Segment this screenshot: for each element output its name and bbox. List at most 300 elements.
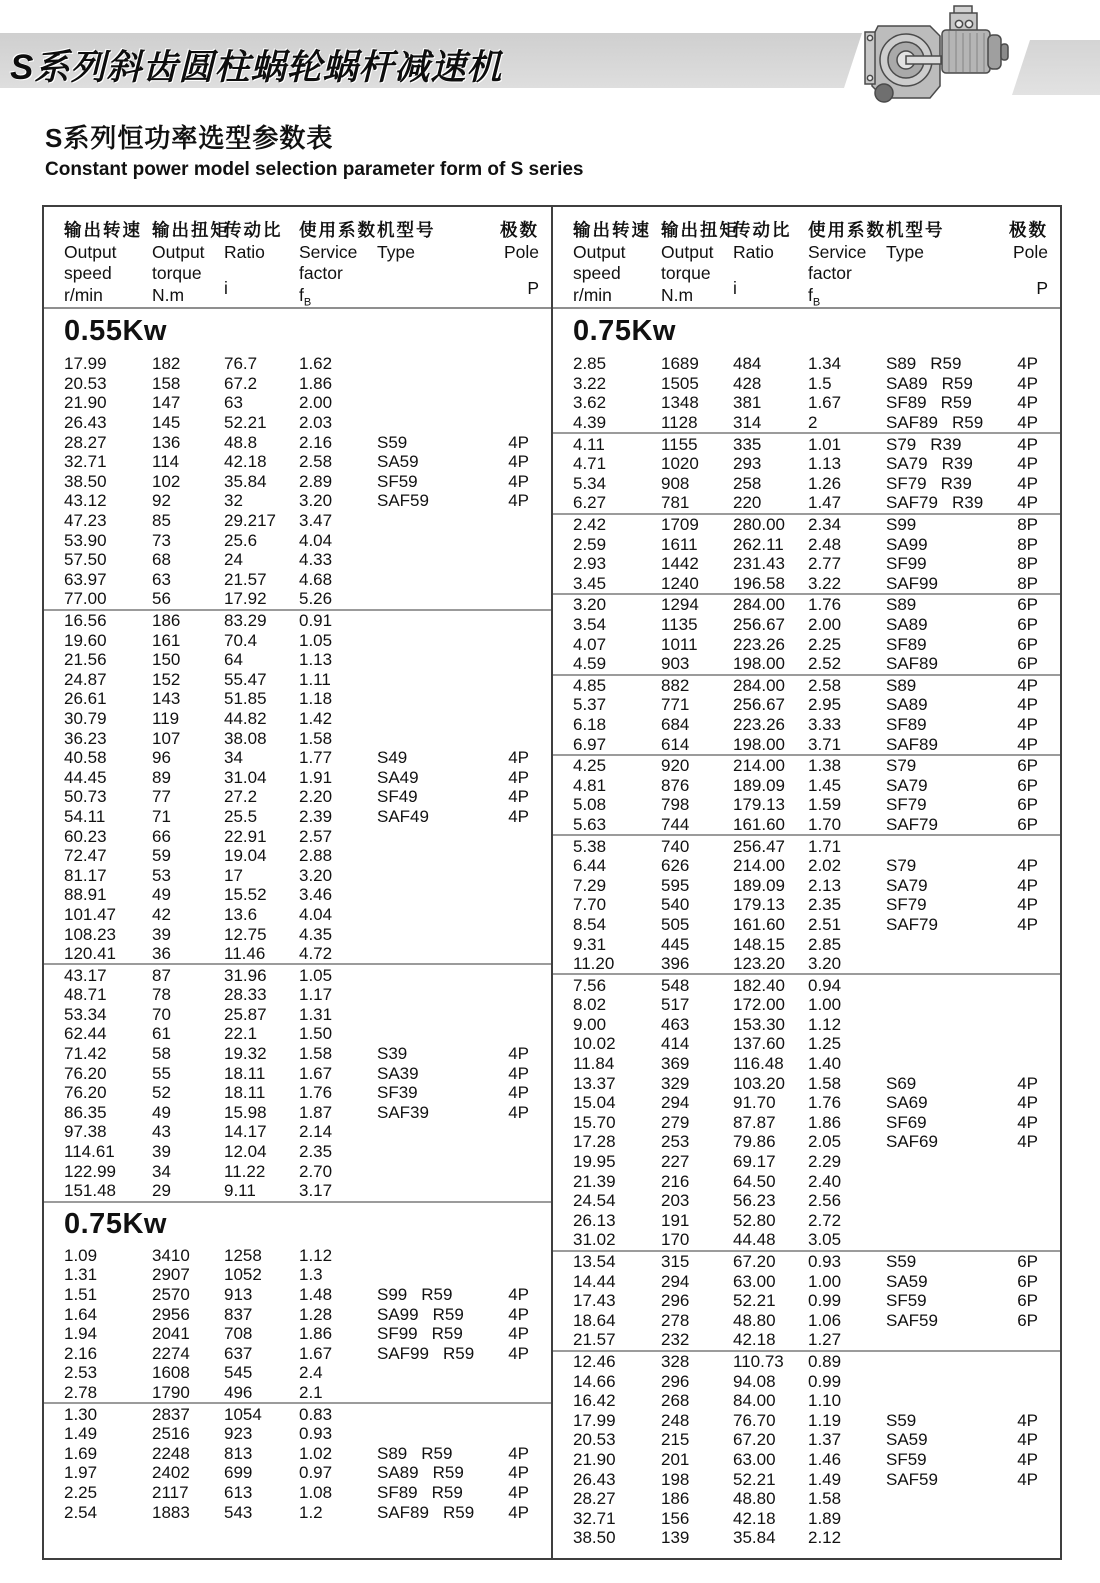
cell-torque: 296 <box>661 1371 690 1391</box>
cell-type <box>886 1292 1006 1309</box>
cell-factor: 2.72 <box>808 1210 842 1230</box>
cell-ratio: 813 <box>224 1443 253 1463</box>
table-row <box>553 915 1060 935</box>
cell-ratio: 12.04 <box>224 1142 267 1162</box>
cell-type <box>886 355 1006 372</box>
table-row <box>553 715 1060 735</box>
cell-type <box>886 475 1006 492</box>
cell-type <box>886 375 1006 392</box>
cell-ratio: 153.30 <box>733 1014 785 1034</box>
cell-ratio: 29.217 <box>224 511 276 531</box>
table-row <box>44 413 551 433</box>
table-row <box>553 554 1060 574</box>
table-row <box>553 1191 1060 1211</box>
cell-speed: 20.53 <box>64 373 107 393</box>
column-header-zh: 输出转速 <box>573 220 651 240</box>
cell-speed: 11.84 <box>573 1054 615 1074</box>
cell-ratio: 52.80 <box>733 1210 776 1230</box>
cell-ratio: 1052 <box>224 1265 262 1285</box>
cell-ratio: 22.1 <box>224 1024 258 1044</box>
cell-ratio: 198.00 <box>733 654 785 674</box>
table-row <box>44 393 551 413</box>
cell-speed: 17.43 <box>573 1291 616 1311</box>
cell-ratio: 172.00 <box>733 995 785 1015</box>
column-header-speed <box>553 220 661 307</box>
cell-speed: 114.61 <box>64 1142 115 1162</box>
table-row <box>44 689 551 709</box>
cell-speed: 26.61 <box>64 689 107 709</box>
cell-ratio: 543 <box>224 1502 253 1522</box>
cell-torque: 150 <box>152 650 181 670</box>
cell-speed: 120.41 <box>64 944 116 964</box>
type-token: R39 <box>940 473 972 493</box>
table-row <box>44 570 551 590</box>
cell-torque: 96 <box>152 748 171 768</box>
column-header-type <box>377 220 497 307</box>
table-row <box>553 354 1060 374</box>
cell-torque: 294 <box>661 1093 690 1113</box>
table-row <box>553 1291 1060 1311</box>
cell-ratio: 48.8 <box>224 432 258 452</box>
cell-speed: 6.27 <box>573 493 607 513</box>
power-section-label: 0.55Kw <box>64 315 167 347</box>
cell-pole: 4P <box>508 1502 529 1522</box>
cell-ratio: 94.08 <box>733 1371 776 1391</box>
cell-factor: 0.91 <box>299 611 333 631</box>
cell-speed: 151.48 <box>64 1181 116 1201</box>
cell-pole: 6P <box>1017 795 1038 815</box>
cell-factor: 1.27 <box>808 1330 842 1350</box>
cell-pole: 6P <box>1017 756 1038 776</box>
cell-factor: 1.12 <box>299 1245 333 1265</box>
cell-factor: 1.31 <box>299 1004 333 1024</box>
cell-ratio: 56.23 <box>733 1191 776 1211</box>
cell-ratio: 214.00 <box>733 856 785 876</box>
cell-type <box>377 1084 497 1101</box>
table-row <box>553 493 1060 513</box>
cell-pole: 4P <box>1017 493 1038 513</box>
cell-torque: 296 <box>661 1291 690 1311</box>
type-token: R59 <box>940 393 972 413</box>
cell-type <box>377 492 497 509</box>
table-row <box>553 895 1060 915</box>
cell-type <box>886 877 1006 894</box>
cell-type <box>886 1114 1006 1131</box>
table-row <box>553 756 1060 776</box>
cell-torque: 87 <box>152 965 171 985</box>
table-row <box>44 1024 551 1044</box>
table-row <box>44 965 551 985</box>
cell-speed: 11.20 <box>573 954 615 974</box>
type-token: SAF89 <box>886 734 938 754</box>
type-token: SA79 <box>886 875 928 895</box>
cell-speed: 26.43 <box>64 413 107 433</box>
cell-ratio: 1258 <box>224 1245 262 1265</box>
cell-torque: 70 <box>152 1004 171 1024</box>
cell-speed: 2.93 <box>573 554 607 574</box>
cell-pole: 4P <box>508 1343 529 1363</box>
cell-speed: 50.73 <box>64 787 107 807</box>
cell-type <box>377 1345 497 1362</box>
cell-torque: 798 <box>661 795 690 815</box>
cell-torque: 1505 <box>661 373 699 393</box>
cell-ratio: 161.60 <box>733 914 785 934</box>
table-row <box>553 1015 1060 1035</box>
cell-pole: 4P <box>1017 1093 1038 1113</box>
column-header-ratio <box>733 220 808 307</box>
column-header-zh: 传动比 <box>733 220 792 240</box>
column-header-factor <box>808 220 886 307</box>
table-row <box>553 413 1060 433</box>
type-token: SA89 <box>886 615 928 635</box>
type-token: SAF89 <box>377 1502 429 1522</box>
cell-torque: 63 <box>152 569 171 589</box>
table-row <box>44 511 551 531</box>
column-header-factor <box>299 220 377 307</box>
cell-ratio: 256.67 <box>733 695 785 715</box>
cell-type <box>886 1312 1006 1329</box>
column-header-unit: P <box>1036 277 1048 298</box>
cell-ratio: 91.70 <box>733 1093 776 1113</box>
cell-torque: 920 <box>661 756 690 776</box>
type-token: R59 <box>941 373 973 393</box>
table-row <box>44 530 551 550</box>
cell-torque: 203 <box>661 1191 690 1211</box>
table-row <box>553 1034 1060 1054</box>
cell-speed: 9.00 <box>573 1014 607 1034</box>
table-row <box>553 1152 1060 1172</box>
cell-torque: 2402 <box>152 1463 190 1483</box>
cell-ratio: 28.33 <box>224 985 267 1005</box>
table-row <box>44 1463 551 1483</box>
table-row <box>553 634 1060 654</box>
type-token: SF99 <box>886 554 927 574</box>
cell-ratio: 708 <box>224 1324 253 1344</box>
table-row <box>44 611 551 631</box>
column-headers <box>553 207 1060 309</box>
cell-torque: 39 <box>152 1142 171 1162</box>
cell-torque: 56 <box>152 589 171 609</box>
cell-ratio: 67.2 <box>224 373 258 393</box>
cell-speed: 2.78 <box>64 1382 98 1402</box>
cell-ratio: 913 <box>224 1285 253 1305</box>
table-row <box>553 1469 1060 1489</box>
cell-torque: 58 <box>152 1044 171 1064</box>
cell-ratio: 11.46 <box>224 944 266 964</box>
cell-torque: 1155 <box>661 434 698 454</box>
cell-ratio: 198.00 <box>733 734 785 754</box>
cell-speed: 3.20 <box>573 595 607 615</box>
cell-pole: 4P <box>1017 895 1038 915</box>
cell-pole: 6P <box>1017 1291 1038 1311</box>
cell-torque: 1128 <box>661 413 698 433</box>
cell-type <box>886 575 1006 592</box>
cell-type <box>377 453 497 470</box>
data-block <box>44 1402 551 1522</box>
cell-pole: 8P <box>1017 534 1038 554</box>
cell-speed: 1.94 <box>64 1324 98 1344</box>
cell-torque: 1294 <box>661 595 699 615</box>
cell-factor: 1.17 <box>299 985 333 1005</box>
table-row <box>44 1483 551 1503</box>
cell-speed: 2.25 <box>64 1482 98 1502</box>
column-header-en: Service <box>808 241 867 262</box>
type-token: SA89 <box>377 1463 419 1483</box>
table-row <box>553 975 1060 995</box>
type-token: R59 <box>442 1502 475 1522</box>
cell-ratio: 15.98 <box>224 1102 267 1122</box>
cell-ratio: 484 <box>733 354 762 374</box>
cell-factor: 1.48 <box>299 1285 333 1305</box>
table-row <box>44 1246 551 1266</box>
cell-type <box>377 769 497 786</box>
cell-speed: 10.02 <box>573 1034 616 1054</box>
cell-type <box>886 696 1006 713</box>
cell-torque: 43 <box>152 1122 171 1142</box>
cell-speed: 1.51 <box>64 1285 98 1305</box>
cell-ratio: 148.15 <box>733 934 785 954</box>
cell-speed: 32.71 <box>573 1508 616 1528</box>
cell-speed: 8.02 <box>573 995 607 1015</box>
table-row <box>44 865 551 885</box>
subtitle-zh: S系列恒功率选型参数表 <box>45 123 334 153</box>
column-header-zh: 极数 <box>500 220 539 240</box>
cell-torque: 253 <box>661 1132 690 1152</box>
cell-factor: 3.33 <box>808 714 842 734</box>
cell-ratio: 545 <box>224 1363 253 1383</box>
type-token: S89 <box>377 1443 408 1463</box>
table-row <box>44 1502 551 1522</box>
cell-speed: 17.99 <box>573 1410 616 1430</box>
cell-type <box>886 494 1006 511</box>
cell-ratio: 284.00 <box>733 675 785 695</box>
cell-ratio: 189.09 <box>733 875 785 895</box>
table-row <box>553 954 1060 974</box>
cell-factor: 1.86 <box>299 1324 333 1344</box>
cell-type <box>886 1075 1006 1092</box>
cell-factor: 1.34 <box>808 354 842 374</box>
table-row <box>44 728 551 748</box>
cell-factor: 2.51 <box>808 914 842 934</box>
cell-torque: 201 <box>661 1449 690 1469</box>
cell-torque: 71 <box>152 806 171 826</box>
cell-factor: 3.20 <box>808 954 842 974</box>
column-header-unit: i <box>733 277 737 298</box>
column-header-zh: 输出扭矩 <box>661 220 739 240</box>
cell-speed: 13.37 <box>573 1073 616 1093</box>
table-row <box>44 1383 551 1403</box>
table-row <box>44 1324 551 1344</box>
cell-factor: 1.3 <box>299 1265 323 1285</box>
column-header-unit: P <box>527 277 539 298</box>
table-row <box>44 589 551 609</box>
column-header-zh: 机型号 <box>377 220 436 240</box>
cell-factor: 1.89 <box>808 1508 842 1528</box>
cell-speed: 19.95 <box>573 1152 616 1172</box>
cell-torque: 73 <box>152 530 171 550</box>
cell-speed: 4.81 <box>573 775 607 795</box>
cell-ratio: 179.13 <box>733 795 785 815</box>
table-row <box>553 1450 1060 1470</box>
cell-speed: 6.97 <box>573 734 607 754</box>
type-token: SF69 <box>886 1112 927 1132</box>
cell-torque: 143 <box>152 689 181 709</box>
cell-ratio: 22.91 <box>224 826 267 846</box>
cell-speed: 3.22 <box>573 373 607 393</box>
cell-type <box>377 1464 497 1481</box>
cell-type <box>886 1431 1006 1448</box>
cell-type <box>886 757 1006 774</box>
cell-factor: 3.47 <box>299 511 333 531</box>
cell-ratio: 63.00 <box>733 1449 776 1469</box>
cell-factor: 0.93 <box>808 1252 842 1272</box>
cell-torque: 2956 <box>152 1304 190 1324</box>
cell-type <box>886 816 1006 833</box>
cell-type <box>886 616 1006 633</box>
data-block <box>44 354 551 609</box>
data-block <box>553 1350 1060 1548</box>
banner-band-right <box>1012 40 1100 95</box>
cell-torque: 614 <box>661 734 690 754</box>
cell-pole: 4P <box>508 1063 529 1083</box>
cell-speed: 26.43 <box>573 1469 616 1489</box>
cell-factor: 0.83 <box>299 1404 333 1424</box>
cell-factor: 4.35 <box>299 924 333 944</box>
cell-torque: 903 <box>661 654 690 674</box>
type-token: SA69 <box>886 1093 928 1113</box>
cell-ratio: 87.87 <box>733 1112 776 1132</box>
cell-speed: 1.31 <box>64 1265 98 1285</box>
cell-ratio: 55.47 <box>224 669 267 689</box>
cell-type <box>377 788 497 805</box>
column-header-en: Output <box>661 241 714 262</box>
cell-type <box>886 1094 1006 1111</box>
cell-factor: 2.4 <box>299 1363 323 1383</box>
table-row <box>553 676 1060 696</box>
cell-factor: 0.93 <box>299 1424 333 1444</box>
cell-torque: 89 <box>152 767 171 787</box>
cell-torque: 2837 <box>152 1404 190 1424</box>
cell-speed: 47.23 <box>64 511 107 531</box>
cell-factor: 0.99 <box>808 1371 842 1391</box>
cell-factor: 2.57 <box>299 826 333 846</box>
cell-pole: 4P <box>1017 1132 1038 1152</box>
type-token: SAF89 <box>886 654 938 674</box>
column-header-en: Type <box>886 241 924 262</box>
cell-type <box>886 857 1006 874</box>
cell-type <box>377 1484 497 1501</box>
cell-pole: 4P <box>508 806 529 826</box>
table-row <box>553 775 1060 795</box>
cell-factor: 2.02 <box>808 856 842 876</box>
cell-pole: 4P <box>1017 1449 1038 1469</box>
cell-ratio: 223.26 <box>733 634 785 654</box>
cell-torque: 294 <box>661 1271 690 1291</box>
cell-factor: 2.00 <box>808 615 842 635</box>
cell-ratio: 15.52 <box>224 885 267 905</box>
table-row <box>553 1073 1060 1093</box>
table-row <box>553 474 1060 494</box>
type-token: SF89 <box>886 393 927 413</box>
cell-torque: 771 <box>661 695 690 715</box>
cell-factor: 2.16 <box>299 432 333 452</box>
column-header-en: Output <box>64 241 117 262</box>
column-header-unit: $f_B$ <box>299 284 312 308</box>
cell-torque: 1611 <box>661 534 698 554</box>
cell-torque: 1020 <box>661 454 699 474</box>
cell-torque: 36 <box>152 944 171 964</box>
type-token: S59 <box>886 1252 917 1272</box>
table-row <box>44 985 551 1005</box>
cell-speed: 71.42 <box>64 1044 107 1064</box>
cell-type <box>886 655 1006 672</box>
cell-factor: 2 <box>808 413 818 433</box>
cell-speed: 1.97 <box>64 1463 98 1483</box>
cell-torque: 908 <box>661 473 690 493</box>
cell-speed: 3.45 <box>573 573 607 593</box>
cell-factor: 1.13 <box>299 650 333 670</box>
cell-speed: 21.57 <box>573 1330 616 1350</box>
cell-ratio: 52.21 <box>733 1291 776 1311</box>
type-token: R39 <box>941 454 973 474</box>
cell-pole: 4P <box>508 1443 529 1463</box>
cell-ratio: 25.6 <box>224 530 258 550</box>
cell-pole: 4P <box>1017 413 1038 433</box>
table-right-half <box>553 207 1060 1558</box>
column-header-zh: 输出扭矩 <box>152 220 230 240</box>
cell-factor: 2.1 <box>299 1382 323 1402</box>
cell-pole: 6P <box>1017 634 1038 654</box>
table-row <box>553 1171 1060 1191</box>
table-row <box>44 1424 551 1444</box>
type-token: SF89 <box>886 714 927 734</box>
cell-ratio: 69.17 <box>733 1152 776 1172</box>
cell-torque: 315 <box>661 1252 690 1272</box>
table-row <box>553 1252 1060 1272</box>
table-row <box>553 836 1060 856</box>
cell-factor: 1.08 <box>299 1482 333 1502</box>
cell-factor: 2.95 <box>808 695 842 715</box>
cell-speed: 97.38 <box>64 1122 107 1142</box>
cell-torque: 61 <box>152 1024 171 1044</box>
cell-torque: 107 <box>152 728 181 748</box>
cell-factor: 4.72 <box>299 944 333 964</box>
cell-ratio: 837 <box>224 1304 253 1324</box>
cell-speed: 38.50 <box>573 1528 616 1548</box>
cell-speed: 76.20 <box>64 1063 107 1083</box>
cell-torque: 328 <box>661 1351 690 1371</box>
cell-factor: 2.52 <box>808 654 842 674</box>
cell-torque: 152 <box>152 669 181 689</box>
cell-torque: 156 <box>661 1508 690 1528</box>
cell-speed: 40.58 <box>64 748 107 768</box>
cell-factor: 4.04 <box>299 530 333 550</box>
cell-ratio: 79.86 <box>733 1132 776 1152</box>
cell-ratio: 24 <box>224 550 243 570</box>
cell-ratio: 44.48 <box>733 1230 776 1250</box>
cell-factor: 1.50 <box>299 1024 333 1044</box>
cell-type <box>377 1286 497 1303</box>
cell-speed: 20.53 <box>573 1430 616 1450</box>
column-header-pole <box>497 220 551 307</box>
cell-torque: 161 <box>152 630 181 650</box>
cell-ratio: 923 <box>224 1424 253 1444</box>
cell-factor: 1.38 <box>808 756 842 776</box>
cell-torque: 55 <box>152 1063 171 1083</box>
cell-factor: 2.48 <box>808 534 842 554</box>
cell-factor: 2.00 <box>299 393 333 413</box>
cell-pole: 4P <box>508 748 529 768</box>
